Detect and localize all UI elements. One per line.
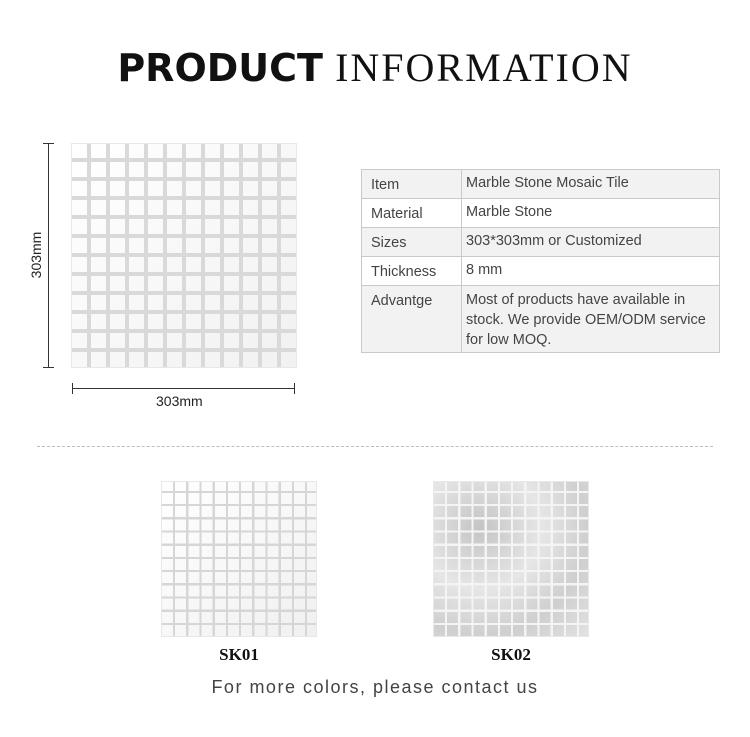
variant-sk01-image bbox=[161, 481, 317, 637]
height-dimension-tick-top bbox=[43, 143, 54, 144]
width-dimension-line bbox=[72, 388, 295, 389]
width-dimension-tick-right bbox=[294, 383, 295, 394]
height-dimension-tick-bottom bbox=[43, 367, 54, 368]
spec-key: Item bbox=[362, 170, 462, 199]
page-title bbox=[0, 44, 750, 91]
height-dimension-label: 303mm bbox=[28, 231, 44, 279]
title-bold: PRODUCT bbox=[117, 46, 323, 90]
variant-sk02-image bbox=[433, 481, 589, 637]
section-divider bbox=[37, 446, 713, 447]
table-row bbox=[362, 228, 720, 257]
width-dimension-label: 303mm bbox=[156, 393, 203, 409]
spec-value: 8 mm bbox=[462, 257, 720, 286]
width-dimension-tick-left bbox=[72, 383, 73, 394]
spec-key: Material bbox=[362, 199, 462, 228]
table-row bbox=[362, 199, 720, 228]
spec-value: Marble Stone bbox=[462, 199, 720, 228]
variant-sk02-label: SK02 bbox=[491, 645, 531, 664]
spec-value: Marble Stone Mosaic Tile bbox=[462, 170, 720, 199]
product-tile-image bbox=[71, 143, 297, 368]
spec-key: Sizes bbox=[362, 228, 462, 257]
contact-footer: For more colors, please contact us bbox=[211, 677, 539, 697]
spec-value: 303*303mm or Customized bbox=[462, 228, 720, 257]
spec-key: Advantge bbox=[362, 286, 462, 353]
table-row bbox=[362, 286, 720, 353]
variant-sk01-label: SK01 bbox=[219, 645, 259, 664]
spec-key: Thickness bbox=[362, 257, 462, 286]
table-row bbox=[362, 257, 720, 286]
table-row bbox=[362, 170, 720, 199]
spec-value: Most of products have available in stock. We provide OEM/ODM service for low MOQ. bbox=[462, 286, 720, 353]
height-dimension-line bbox=[48, 143, 49, 368]
spec-table bbox=[361, 169, 720, 353]
title-light: INFORMATION bbox=[335, 45, 633, 90]
